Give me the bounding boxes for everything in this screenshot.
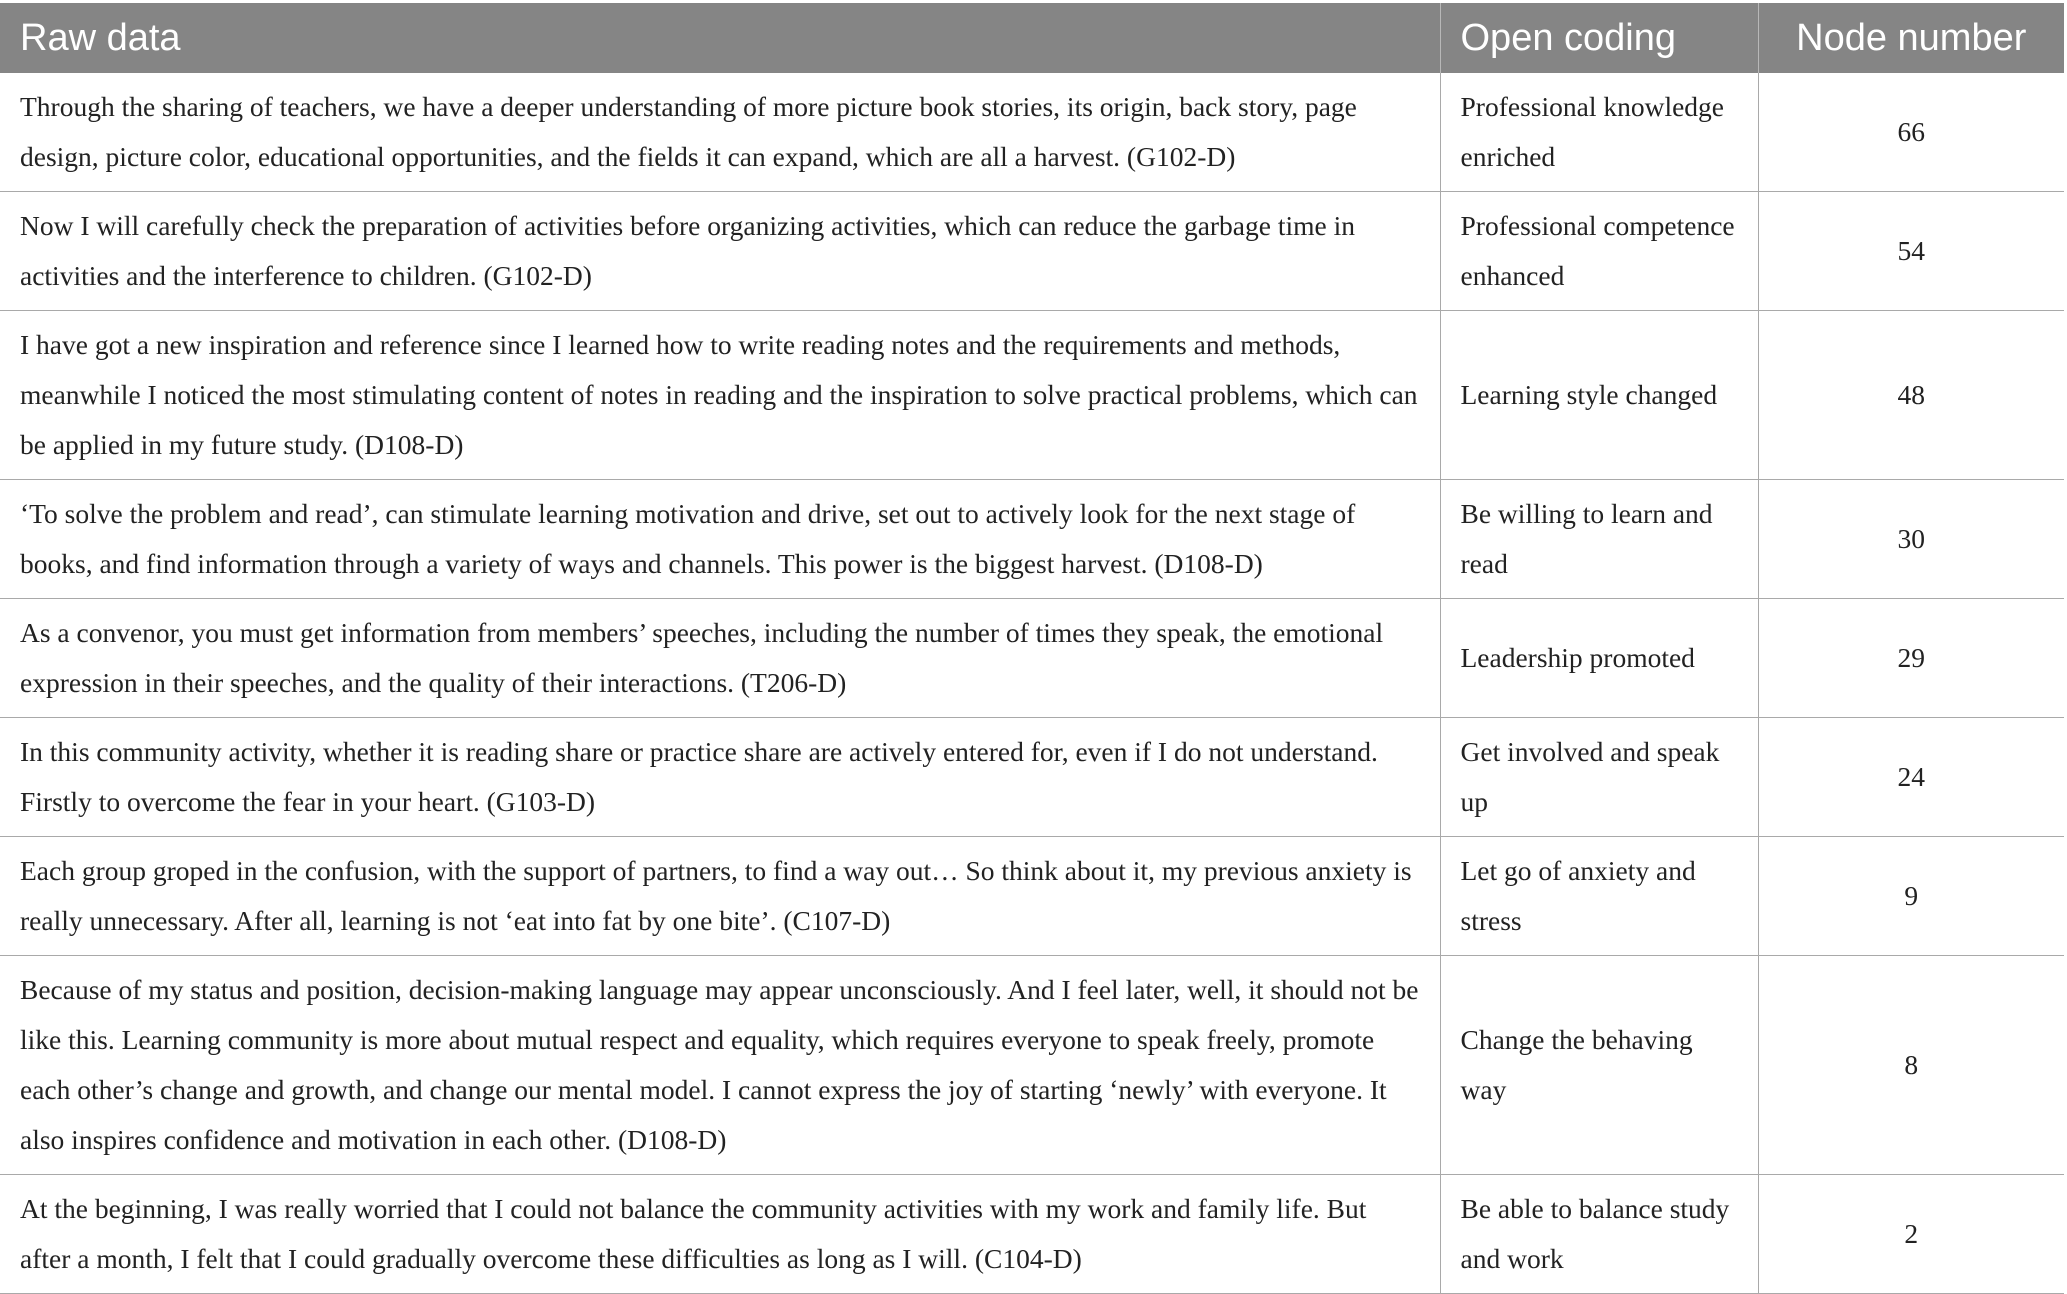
node-number-cell: 9: [1758, 837, 2064, 956]
open-coding-cell: Change the behaving way: [1440, 956, 1758, 1175]
open-coding-cell: Be willing to learn and read: [1440, 480, 1758, 599]
raw-data-cell: Through the sharing of teachers, we have a deeper understanding of more picture book stories, its origin, back story, page design, picture color, educational opportunities, and the fields it can expand, which are all a harvest. (G102-D): [0, 73, 1440, 192]
open-coding-cell: Be able to balance study and work: [1440, 1175, 1758, 1294]
open-coding-cell: Learning style changed: [1440, 311, 1758, 480]
raw-data-cell: I have got a new inspiration and reference since I learned how to write reading notes and the requirements and methods, meanwhile I noticed the most stimulating content of notes in reading and the inspiration to solve practical problems, which can be applied in my future study. (D108-D): [0, 311, 1440, 480]
table-row: [0, 192, 2064, 311]
open-coding-cell: Let go of anxiety and stress: [1440, 837, 1758, 956]
raw-data-cell: Each group groped in the confusion, with the support of partners, to find a way out… So think about it, my previous anxiety is really unnecessary. After all, learning is not ‘eat into fat by one bite’. (C107-D): [0, 837, 1440, 956]
raw-data-cell: Because of my status and position, decision-making language may appear unconsciously. And I feel later, well, it should not be like this. Learning community is more about mutual respect and equality, which requires everyone to speak freely, promote each other’s change and growth, and change our mental model. I cannot express the joy of starting ‘newly’ with everyone. It also inspires confidence and motivation in each other. (D108-D): [0, 956, 1440, 1175]
raw-data-cell: Now I will carefully check the preparation of activities before organizing activities, which can reduce the garbage time in activities and the interference to children. (G102-D): [0, 192, 1440, 311]
header-raw-data: Raw data: [0, 3, 1440, 73]
node-number-cell: 30: [1758, 480, 2064, 599]
open-coding-cell: Get involved and speak up: [1440, 718, 1758, 837]
open-coding-cell: Leadership promoted: [1440, 599, 1758, 718]
node-number-cell: 8: [1758, 956, 2064, 1175]
node-number-cell: 54: [1758, 192, 2064, 311]
table-row: [0, 599, 2064, 718]
header-open-coding: Open coding: [1440, 3, 1758, 73]
raw-data-cell: At the beginning, I was really worried that I could not balance the community activities with my work and family life. But after a month, I felt that I could gradually overcome these difficulties as long as I will. (C104-D): [0, 1175, 1440, 1294]
open-coding-cell: Professional knowledge enriched: [1440, 73, 1758, 192]
raw-data-cell: ‘To solve the problem and read’, can stimulate learning motivation and drive, set out to actively look for the next stage of books, and find information through a variety of ways and channels. This power is the biggest harvest. (D108-D): [0, 480, 1440, 599]
table-row: [0, 956, 2064, 1175]
node-number-cell: 2: [1758, 1175, 2064, 1294]
open-coding-cell: Professional competence enhanced: [1440, 192, 1758, 311]
header-node-number: Node number: [1758, 3, 2064, 73]
header-row: [0, 3, 2064, 73]
table-row: [0, 837, 2064, 956]
node-number-cell: 29: [1758, 599, 2064, 718]
table-row: [0, 1175, 2064, 1294]
table-header: [0, 3, 2064, 73]
table-row: [0, 718, 2064, 837]
node-number-cell: 48: [1758, 311, 2064, 480]
node-number-cell: 24: [1758, 718, 2064, 837]
coding-table: [0, 3, 2064, 1294]
node-number-cell: 66: [1758, 73, 2064, 192]
table-row: [0, 480, 2064, 599]
table-row: [0, 311, 2064, 480]
table-row: [0, 73, 2064, 192]
raw-data-cell: As a convenor, you must get information from members’ speeches, including the number of times they speak, the emotional expression in their speeches, and the quality of their interactions. (T206-D): [0, 599, 1440, 718]
raw-data-cell: In this community activity, whether it is reading share or practice share are actively entered for, even if I do not understand. Firstly to overcome the fear in your heart. (G103-D): [0, 718, 1440, 837]
table-body: [0, 73, 2064, 1294]
